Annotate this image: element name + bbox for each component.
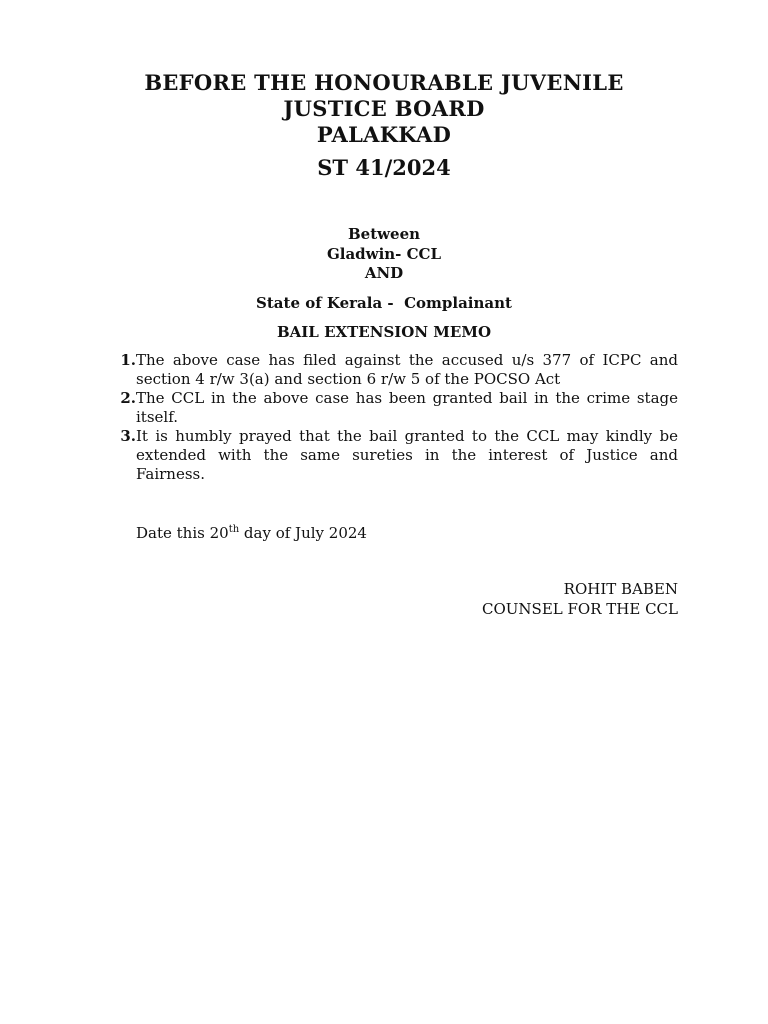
signature-block [482, 580, 678, 619]
list-item [108, 427, 678, 484]
counsel-name: ROHIT BABEN [563, 580, 678, 598]
list-item-text: It is humbly prayed that the bail granted to the CCL may kindly be extended with the same sureties in the interest of Justice and Fairness. [136, 427, 678, 483]
complainant-party: State of Kerala - Complainant [256, 294, 512, 312]
date-ordinal: th [228, 524, 240, 535]
case-number: ST 41/2024 [317, 155, 451, 180]
date-prefix: Date this 20 [136, 524, 229, 542]
list-item [108, 389, 678, 427]
heading-line-2: JUSTICE BOARD [283, 96, 485, 121]
heading-line-3: PALAKKAD [316, 122, 452, 147]
counsel-title: COUNSEL FOR THE CCL [482, 599, 678, 618]
heading-line-1: BEFORE THE HONOURABLE JUVENILE [144, 70, 624, 95]
accused-party: Gladwin- CCL [326, 244, 442, 263]
list-item-text: The above case has filed against the accused u/s 377 of ICPC and section 4 r/w 3(a) and section 6 r/w 5 of the POCSO Act [136, 351, 678, 388]
date-line [136, 523, 367, 543]
list-item-text: The CCL in the above case has been granted bail in the crime stage itself. [136, 389, 678, 426]
parties-block [0, 225, 768, 284]
list-item-number: 3. [120, 427, 136, 445]
between-label: Between [347, 225, 421, 243]
prayer-list [108, 351, 678, 484]
list-item [108, 351, 678, 389]
and-label: AND [364, 264, 404, 282]
memo-title: BAIL EXTENSION MEMO [276, 323, 492, 341]
court-heading [0, 70, 768, 148]
list-item-number: 2. [120, 389, 136, 407]
list-item-number: 1. [120, 351, 136, 369]
date-suffix: day of July 2024 [239, 524, 367, 542]
